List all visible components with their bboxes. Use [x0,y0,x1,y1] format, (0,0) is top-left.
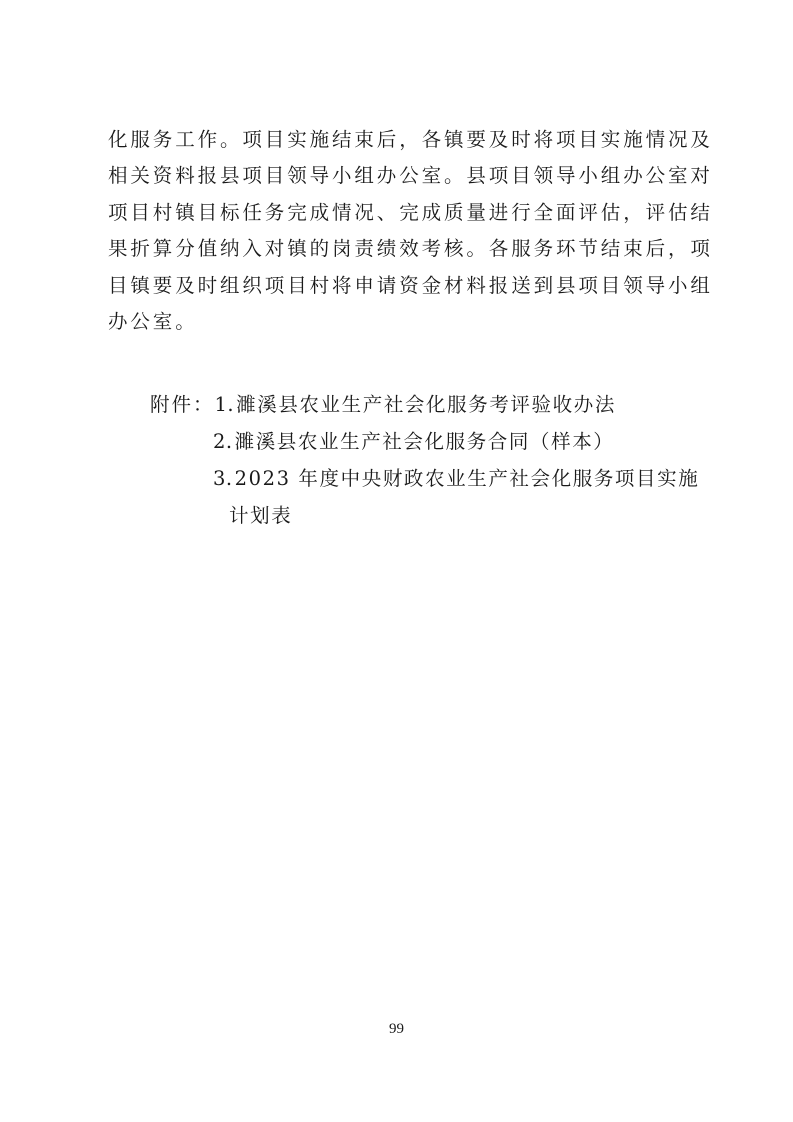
attachments-label: 附件： [150,393,215,416]
paragraph-line: 相关资料报县项目领导小组办公室。县项目领导小组办公室对 [108,164,713,188]
paragraph-line: 目镇要及时组织项目村将申请资金材料报送到县项目领导小组 [108,273,713,297]
attachment-title: 濉溪县农业生产社会化服务合同（样本） [234,430,615,453]
attachment-item-2 [150,423,710,460]
attachment-title: 濉溪县农业生产社会化服务考评验收办法 [236,393,616,416]
paragraph-line: 办公室。 [108,309,198,333]
paragraph-line: 化服务工作。项目实施结束后，各镇要及时将项目实施情况及 [108,128,713,151]
page-number: 99 [389,1021,404,1037]
attachment-item-3 [150,460,710,497]
attachment-number: 1. [214,393,235,416]
attachment-item-1 [150,386,710,423]
attachments-list [150,386,710,534]
attachment-title: 2023 年度中央财政农业生产社会化服务项目实施 [234,467,700,490]
paragraph-line: 果折算分值纳入对镇的岗责绩效考核。各服务环节结束后，项 [108,237,713,261]
attachment-item-3-continuation [150,497,710,534]
attachment-number: 2. [213,430,233,453]
attachment-title-continuation: 计划表 [229,504,293,527]
paragraph-line: 项目村镇目标任务完成情况、完成质量进行全面评估，评估结 [108,200,713,224]
body-paragraph [108,122,713,340]
attachment-number: 3. [213,467,233,490]
